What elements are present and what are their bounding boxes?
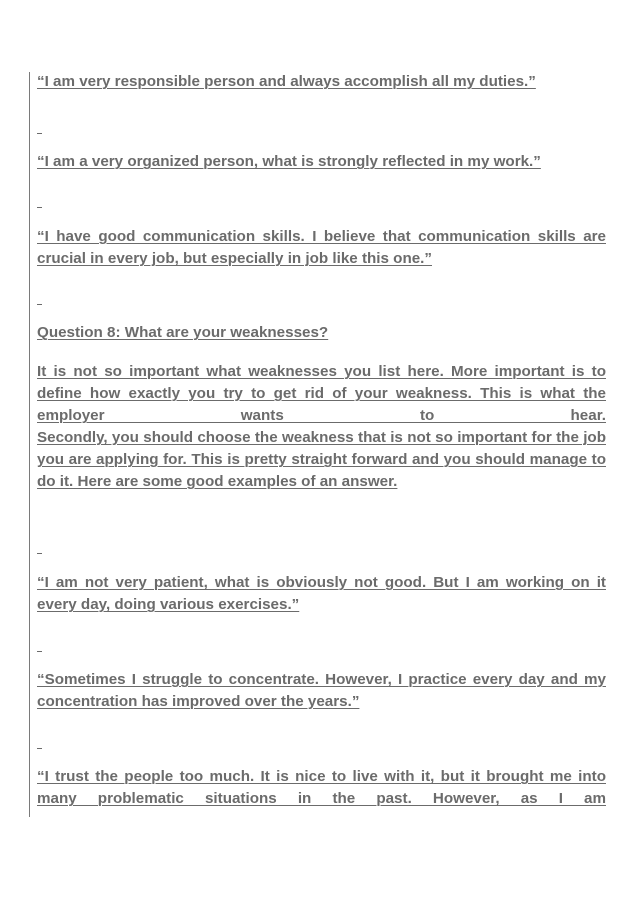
list-bullet (37, 651, 42, 652)
list-bullet (37, 304, 42, 305)
weakness-quote-3: “I trust the people too much. It is nice to live with it, but it brought me into many problematic situations in the past. However, as I am (37, 768, 606, 807)
list-bullet (37, 133, 42, 134)
intro-paragraph-part-1: It is not so important what weaknesses you list here. More important is to define how exactly you try to get rid of your weakness. This is what the employer wants to hear. (37, 363, 606, 424)
weakness-quote-2: “Sometimes I struggle to concentrate. However, I practice every day and my concentration has improved over the years.” (37, 671, 606, 710)
weakness-quote-1: “I am not very patient, what is obviously not good. But I am working on it every day, doing various exercises.” (37, 574, 606, 613)
list-bullet (37, 207, 42, 208)
strength-quote-2: “I am a very organized person, what is strongly reflected in my work.” (37, 153, 541, 170)
list-bullet (37, 748, 42, 749)
question-heading: Question 8: What are your weaknesses? (37, 324, 329, 341)
strength-quote-3: “I have good communication skills. I believe that communication skills are crucial in every job, but especially in job like this one.” (37, 228, 606, 267)
list-bullet (37, 553, 42, 554)
strength-quote-1: “I am very responsible person and always accomplish all my duties.” (37, 73, 536, 90)
intro-paragraph-part-2: Secondly, you should choose the weakness that is not so important for the job you are applying for. This is pretty straight forward and you should manage to do it. Here are some good examples of an answer. (37, 429, 606, 490)
page-margin-rule (29, 72, 30, 817)
